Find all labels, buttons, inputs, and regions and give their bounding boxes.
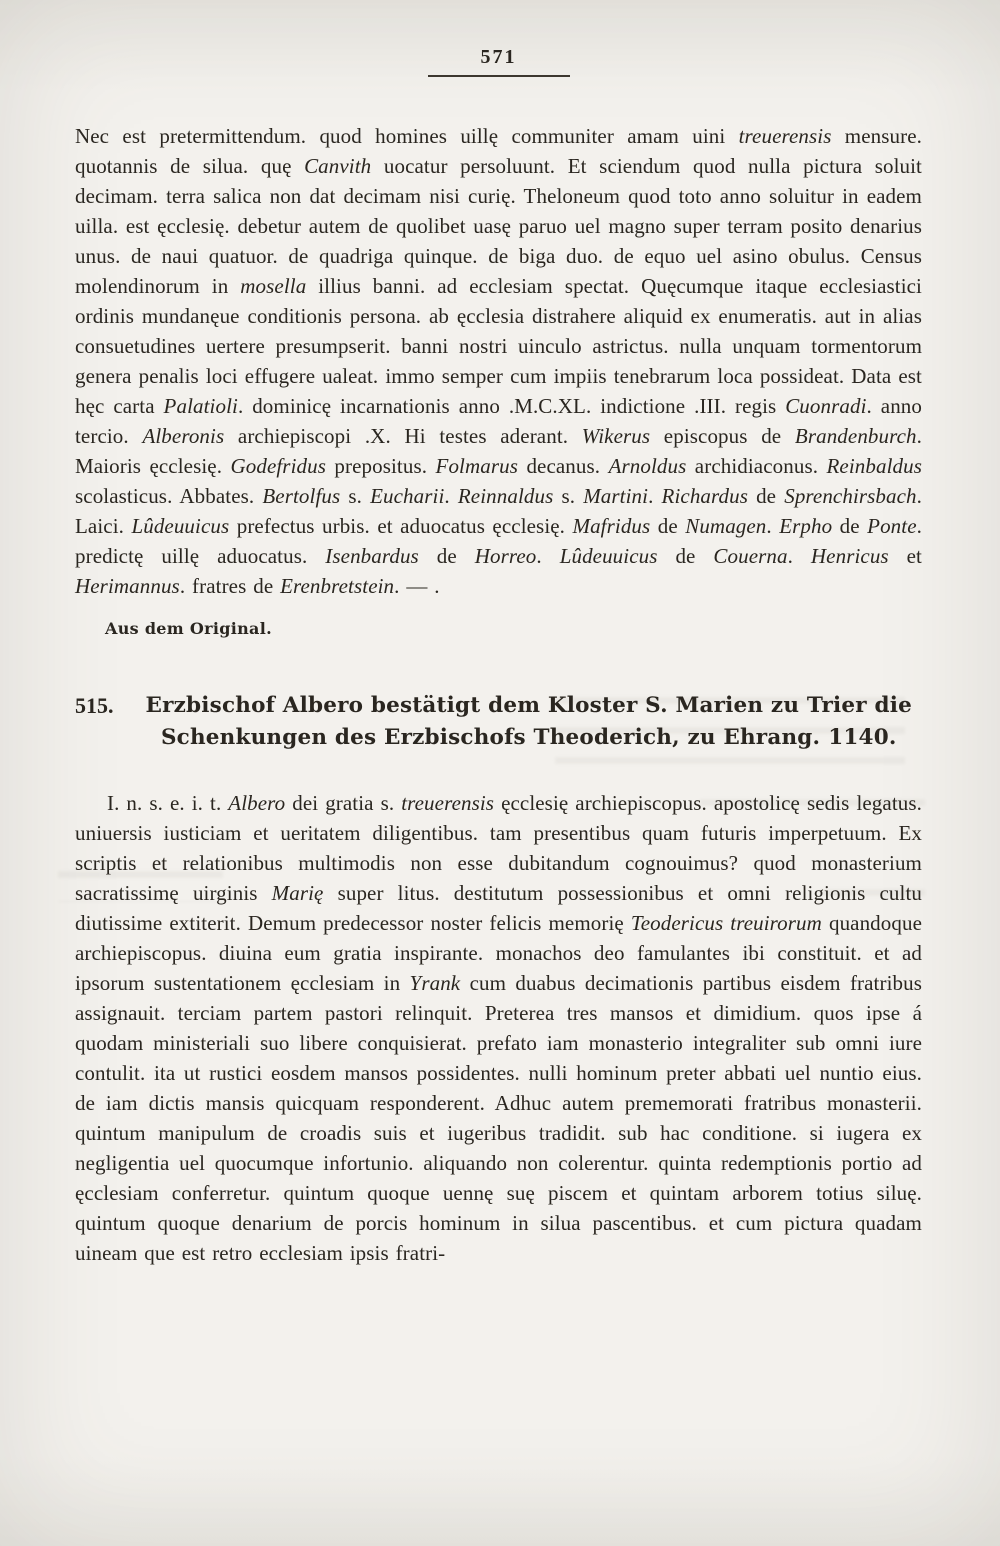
entry-title-text: Erzbischof Albero bestätigt dem Kloster S. Marien zu Trier die Schenkungen des Erzbischofs Theoderich, zu Ehrang.	[145, 693, 912, 750]
entry-515-heading	[75, 690, 922, 754]
page-number: 571	[480, 46, 517, 68]
page-header	[75, 46, 922, 77]
entry-title	[136, 690, 923, 754]
charter-515	[75, 690, 922, 1268]
charter-514-text: Nec est pretermittendum. quod homines uillę communiter amam uini treuerensis mensure. quotannis de silua. quę Canvith uocatur persoluunt. Et sciendum quod nulla pictura soluit decimam. terra salica non dat decimam nisi curię. Theloneum quod toto anno soluitur in eadem uilla. est ęcclesię. debetur autem de quolibet uasę paruo uel magno super terram posito denarius unus. de naui quatuor. de quadriga quinque. de biga duo. de equo uel asino obulus. Census molendinorum in mosella illius banni. ad ecclesiam spectat. Quęcumque itaque ecclesiastici ordinis mundanęue conditionis persona. ab ęcclesia distrahere aliquid ex enumeratis. aut in alias consuetudines uertere presumpserit. banni nostri uinculo astrictus. nulla unquam tormentorum genera penalis loci effugere ualeat. immo semper cum impiis tenebrarum loca possideat. Data est hęc carta Palatioli. dominicę incarnationis anno .M.C.XL. indictione .III. regis Cuonradi. anno tercio. Alberonis archiepiscopi .X. Hi testes aderant. Wikerus episcopus de Brandenburch. Maioris ęcclesię. Godefridus prepositus. Folmarus decanus. Arnoldus archidiaconus. Reinbaldus scolasticus. Abbates. Bertolfus s. Eucharii. Reinnaldus s. Martini. Richardus de Sprenchirsbach. Laici. Lûdeuuicus prefectus urbis. et aduocatus ęcclesię. Mafridus de Numagen. Erpho de Ponte. predictę uillę aduocatus. Isenbardus de Horreo. Lûdeuuicus de Couerna. Henricus et Herimannus. fratres de Erenbretstein. — .	[75, 124, 923, 598]
charter-515-text: I. n. s. e. i. t. Albero dei gratia s. treuerensis ęcclesię archiepiscopus. apostolicę sedis legatus. uniuersis iusticiam et ueritatem diligentibus. tam presentibus quam futuris imperpetuum. Ex scriptis et relationibus multimodis non esse dubitandum cognouimus? quod monasterium sacratissimę uirginis Marię super litus. destitutum possessionibus et omni religionis cultu diutissime extiterit. Demum predecessor noster felicis memorię Teodericus treuirorum quandoque archiepiscopus. diuina eum gratia inspirante. monachos deo famulantes ibi constituit. et ad ipsorum sustentationem ęcclesiam in Yrank cum duabus decimationis partibus eisdem fratribus assignauit. terciam partem pastori relinquit. Preterea tres mansos et dimidium. quos ipse á quodam ministeriali suo libere conquisierat. prefato iam monasterio integraliter sub omni iure contulit. ita ut rustici eosdem mansos possidentes. nulli hominum preter abbati uel nuntio eius. de iam dictis mansis quicquam responderent. Adhuc autem prememorati fratribus monasterii. quintum manipulum de croadis suis et iugeribus tradidit. sub hac conditione. si iugera ex negligentia uel quocumque infortunio. aliquando non colerentur. quinta redemptionis portio ad ęcclesiam conferretur. quintum quoque uennę suę piscem et quintam arborem totius siluę. quintum quoque denarium de porcis hominum in silua pascentibus. et cum pictura quadam uineam que est retro ecclesiam ipsis fratri-	[75, 791, 923, 1265]
source-note: Aus dem Original.	[105, 619, 272, 638]
entry-number: 515.	[75, 693, 114, 718]
charter-514-continuation	[75, 121, 922, 638]
page-number-rule	[428, 75, 570, 77]
entry-year: 1140.	[828, 725, 897, 750]
